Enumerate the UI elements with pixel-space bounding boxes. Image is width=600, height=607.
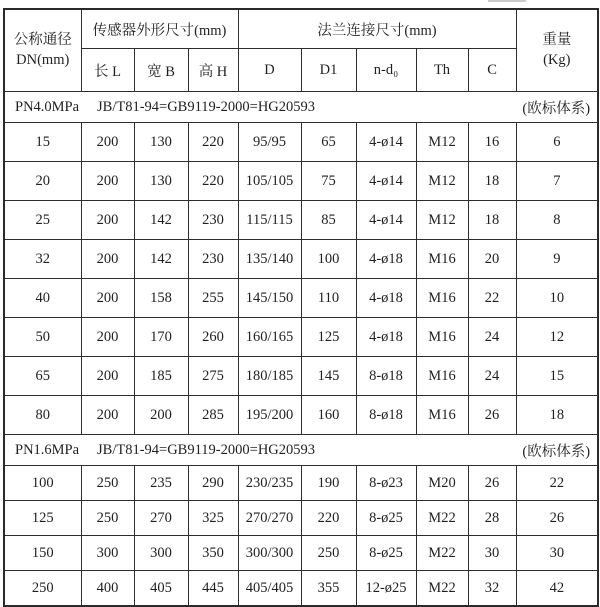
header-D: D: [238, 49, 301, 92]
value-cell: 285: [188, 396, 238, 435]
value-cell: 230/235: [238, 466, 301, 501]
header-flange-dimensions-group: 法兰连接尺寸(mm): [238, 9, 516, 49]
header-nominal-diameter-line2: DN(mm): [16, 51, 70, 68]
value-cell: 24: [468, 318, 516, 357]
value-cell: 8-ø18: [356, 357, 416, 396]
value-cell: 350: [188, 536, 238, 571]
pressure-section-cell: [4, 435, 598, 466]
value-cell: 26: [468, 466, 516, 501]
section-pn1.6: [4, 435, 598, 607]
table-row: [4, 571, 598, 607]
dn-value-cell: 65: [4, 357, 81, 396]
value-cell: 4-ø18: [356, 279, 416, 318]
value-cell: 170: [134, 318, 188, 357]
value-cell: 260: [188, 318, 238, 357]
value-cell: 158: [134, 279, 188, 318]
table-row: [4, 279, 598, 318]
value-cell: 190: [301, 466, 356, 501]
value-cell: 100: [301, 240, 356, 279]
value-cell: 290: [188, 466, 238, 501]
value-cell: M16: [416, 396, 468, 435]
value-cell: M12: [416, 123, 468, 162]
value-cell: 230: [188, 201, 238, 240]
value-cell: 270/270: [238, 501, 301, 536]
pressure-section-cell: [4, 92, 598, 123]
value-cell: 4-ø18: [356, 240, 416, 279]
value-cell: 200: [81, 162, 134, 201]
value-cell: 7: [516, 162, 598, 201]
value-cell: 135/140: [238, 240, 301, 279]
header-weight: [516, 9, 598, 92]
value-cell: 4-ø18: [356, 318, 416, 357]
dn-value-cell: 25: [4, 201, 81, 240]
value-cell: 220: [188, 123, 238, 162]
value-cell: 400: [81, 571, 134, 607]
value-cell: 75: [301, 162, 356, 201]
standard-system-note: (欧标体系): [522, 100, 591, 117]
value-cell: 300: [81, 536, 134, 571]
dn-value-cell: 50: [4, 318, 81, 357]
value-cell: 200: [81, 396, 134, 435]
value-cell: 130: [134, 123, 188, 162]
value-cell: 8-ø23: [356, 466, 416, 501]
value-cell: M16: [416, 318, 468, 357]
value-cell: 65: [301, 123, 356, 162]
value-cell: 325: [188, 501, 238, 536]
value-cell: 130: [134, 162, 188, 201]
value-cell: M12: [416, 201, 468, 240]
value-cell: 195/200: [238, 396, 301, 435]
value-cell: 145/150: [238, 279, 301, 318]
header-weight-line1: 重量: [542, 31, 572, 48]
table-row: [4, 318, 598, 357]
pressure-rating-label: PN1.6MPa: [15, 441, 80, 458]
value-cell: 200: [81, 357, 134, 396]
value-cell: 250: [81, 466, 134, 501]
value-cell: 28: [468, 501, 516, 536]
value-cell: 6: [516, 123, 598, 162]
value-cell: 20: [468, 240, 516, 279]
table-row: [4, 240, 598, 279]
section-pn4.0: [4, 92, 598, 435]
value-cell: 220: [301, 501, 356, 536]
value-cell: 142: [134, 240, 188, 279]
value-cell: 22: [468, 279, 516, 318]
value-cell: 235: [134, 466, 188, 501]
value-cell: 32: [468, 571, 516, 607]
header-row-columns: [4, 49, 598, 92]
value-cell: 4-ø14: [356, 201, 416, 240]
table-row: [4, 466, 598, 501]
value-cell: 110: [301, 279, 356, 318]
header-weight-line2: (Kg): [543, 51, 571, 68]
value-cell: 22: [516, 466, 598, 501]
value-cell: 18: [516, 396, 598, 435]
value-cell: 200: [81, 123, 134, 162]
table-row: [4, 162, 598, 201]
value-cell: 42: [516, 571, 598, 607]
value-cell: 85: [301, 201, 356, 240]
header-nominal-diameter-line1: 公称通径: [13, 31, 72, 48]
flange-standard-label: JB/T81-94=GB9119-2000=HG20593: [97, 98, 316, 115]
header-width-B: 宽 B: [134, 49, 188, 92]
value-cell: 30: [468, 536, 516, 571]
value-cell: 142: [134, 201, 188, 240]
value-cell: 24: [468, 357, 516, 396]
value-cell: 250: [301, 536, 356, 571]
value-cell: 145: [301, 357, 356, 396]
value-cell: 95/95: [238, 123, 301, 162]
value-cell: 160: [301, 396, 356, 435]
header-D1: D1: [301, 49, 356, 92]
value-cell: 300/300: [238, 536, 301, 571]
value-cell: 185: [134, 357, 188, 396]
value-cell: 275: [188, 357, 238, 396]
header-Th: Th: [416, 49, 468, 92]
header-C: C: [468, 49, 516, 92]
header-row-groups: [4, 9, 598, 49]
value-cell: M20: [416, 466, 468, 501]
table-row: [4, 123, 598, 162]
table-row: [4, 396, 598, 435]
header-length-L: 长 L: [81, 49, 134, 92]
value-cell: 250: [81, 501, 134, 536]
value-cell: M16: [416, 357, 468, 396]
dn-value-cell: 40: [4, 279, 81, 318]
value-cell: 200: [81, 201, 134, 240]
value-cell: 405: [134, 571, 188, 607]
value-cell: 160/165: [238, 318, 301, 357]
value-cell: 8-ø25: [356, 536, 416, 571]
value-cell: M12: [416, 162, 468, 201]
table-row: [4, 536, 598, 571]
value-cell: 9: [516, 240, 598, 279]
value-cell: 405/405: [238, 571, 301, 607]
flange-standard-label: JB/T81-94=GB9119-2000=HG20593: [97, 441, 316, 458]
pressure-section-row: [4, 435, 598, 466]
header-height-H: 高 H: [188, 49, 238, 92]
value-cell: 8-ø25: [356, 501, 416, 536]
value-cell: 8-ø18: [356, 396, 416, 435]
dn-value-cell: 80: [4, 396, 81, 435]
value-cell: 12: [516, 318, 598, 357]
dimension-spec-table: [3, 8, 599, 607]
header-sensor-dimensions-group: 传感器外形尺寸(mm): [81, 9, 238, 49]
value-cell: 105/105: [238, 162, 301, 201]
table-row: [4, 357, 598, 396]
value-cell: 26: [468, 396, 516, 435]
value-cell: 115/115: [238, 201, 301, 240]
dn-value-cell: 100: [4, 466, 81, 501]
value-cell: 300: [134, 536, 188, 571]
header-n-d0: n-d₀: [356, 49, 416, 92]
value-cell: 125: [301, 318, 356, 357]
value-cell: 30: [516, 536, 598, 571]
pressure-rating-label: PN4.0MPa: [15, 98, 80, 115]
dn-value-cell: 250: [4, 571, 81, 607]
value-cell: 270: [134, 501, 188, 536]
value-cell: 26: [516, 501, 598, 536]
value-cell: 200: [81, 318, 134, 357]
dn-value-cell: 20: [4, 162, 81, 201]
value-cell: 180/185: [238, 357, 301, 396]
value-cell: 355: [301, 571, 356, 607]
value-cell: 445: [188, 571, 238, 607]
value-cell: M22: [416, 571, 468, 607]
value-cell: 200: [81, 279, 134, 318]
value-cell: 15: [516, 357, 598, 396]
table-row: [4, 201, 598, 240]
value-cell: M16: [416, 240, 468, 279]
value-cell: M22: [416, 501, 468, 536]
value-cell: 12-ø25: [356, 571, 416, 607]
value-cell: 255: [188, 279, 238, 318]
table-header: [4, 9, 598, 92]
pressure-section-row: [4, 92, 598, 123]
value-cell: 16: [468, 123, 516, 162]
value-cell: M16: [416, 279, 468, 318]
value-cell: 200: [134, 396, 188, 435]
header-nominal-diameter: [4, 9, 81, 92]
value-cell: 220: [188, 162, 238, 201]
table-row: [4, 501, 598, 536]
value-cell: 10: [516, 279, 598, 318]
dn-value-cell: 150: [4, 536, 81, 571]
dn-value-cell: 32: [4, 240, 81, 279]
value-cell: 8: [516, 201, 598, 240]
dn-value-cell: 15: [4, 123, 81, 162]
value-cell: M22: [416, 536, 468, 571]
value-cell: 230: [188, 240, 238, 279]
value-cell: 4-ø14: [356, 162, 416, 201]
value-cell: 18: [468, 201, 516, 240]
cropped-text-artifact: [488, 0, 526, 2]
value-cell: 4-ø14: [356, 123, 416, 162]
dn-value-cell: 125: [4, 501, 81, 536]
value-cell: 200: [81, 240, 134, 279]
standard-system-note: (欧标体系): [522, 443, 591, 460]
value-cell: 18: [468, 162, 516, 201]
